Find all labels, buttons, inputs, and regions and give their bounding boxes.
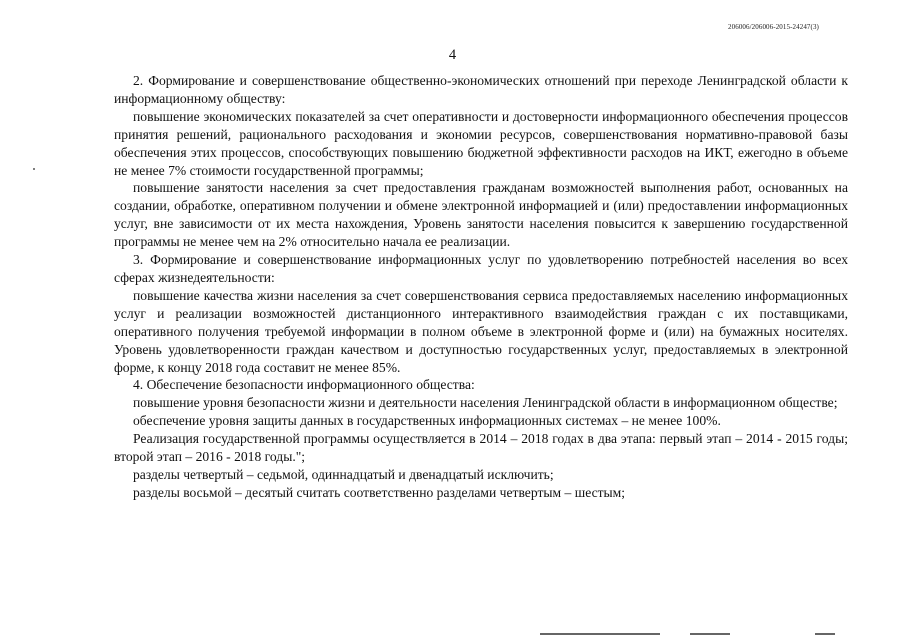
document-body	[114, 72, 848, 502]
page-number: 4	[448, 47, 457, 63]
scan-edge-mark	[690, 633, 730, 635]
paragraph-quality-of-life: повышение качества жизни населения за счет совершенствования сервиса предоставляемых населению информационных услуг и реализации возможностей дистанционного интерактивного взаимодействия граждан с их поставщиками, оперативного получения требуемой информации в полном объеме в электронной форме и (или) на бумажных носителях. Уровень удовлетворенности граждан качеством и доступностью государственных услуг, предоставляемых в электронной форме, к концу 2018 года составит не менее 85%.	[114, 287, 848, 375]
paragraph-data-protection: обеспечение уровня защиты данных в государственных информационных системах – не менее 100%.	[133, 413, 721, 429]
paragraph-section-4: 4. Обеспечение безопасности информационного общества:	[133, 377, 475, 393]
document-code: 206006/206006-2015-24247(3)	[728, 23, 819, 31]
paragraph-section-2: 2. Формирование и совершенствование общественно-экономических отношений при переходе Ленинградской области к информационному обществу:	[114, 73, 848, 106]
paragraph-sections-excluded: разделы четвертый – седьмой, одиннадцатый и двенадцатый исключить;	[133, 466, 554, 482]
paragraph-economic-indicators: повышение экономических показателей за счет оперативности и достоверности информационного обеспечения процессов принятия решений, рационального расходования и экономии ресурсов, совершенствования нормативно-правовой базы обеспечения этих процессов, способствующих повышению бюджетной эффективности расходов на ИКТ, ежегодно в объеме не менее 7% стоимости государственной программы;	[114, 108, 848, 178]
scan-edge-mark	[540, 633, 660, 635]
scan-speck	[33, 168, 35, 170]
paragraph-safety-level: повышение уровня безопасности жизни и деятельности населения Ленинградской области в информационном обществе;	[133, 395, 838, 411]
scan-edge-mark	[815, 633, 835, 635]
paragraph-sections-renumbered: разделы восьмой – десятый считать соответственно разделами четвертым – шестым;	[133, 484, 626, 500]
paragraph-section-3: 3. Формирование и совершенствование информационных услуг по удовлетворению потребностей населения во всех сферах жизнедеятельности:	[114, 252, 848, 285]
paragraph-implementation-stages: Реализация государственной программы осуществляется в 2014 – 2018 годах в два этапа: первый этап – 2014 - 2015 годы; второй этап – 2016 - 2018 годы.";	[114, 431, 848, 465]
paragraph-employment: повышение занятости населения за счет предоставления гражданам возможностей выполнения работ, основанных на создании, обработке, оперативном получении и обмене электронной информацией и (или) предоставлении информационных услуг, вне зависимости от их места нахождения, Уровень занятости населения повысится к завершению государственной программы не менее чем на 2% относительно начала ее реализации.	[114, 180, 848, 250]
